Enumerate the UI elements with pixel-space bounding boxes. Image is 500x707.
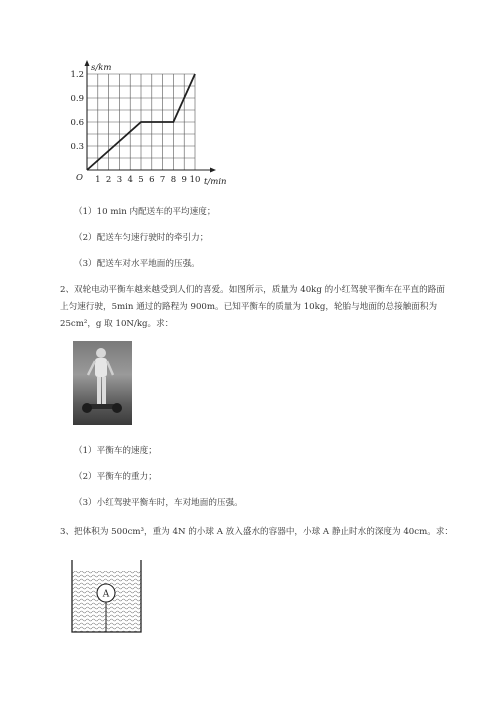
q1-item-3: （3）配送车对水平地面的压强。: [74, 259, 200, 269]
q2-item-3: （3）小红驾驶平衡车时，车对地面的压强。: [74, 498, 243, 508]
x-tick-label: 5: [138, 175, 144, 185]
distance-time-graph: [70, 52, 230, 187]
q2-text-line-2: 上匀速行驶，5min 通过的路程为 900m。已知平衡车的质量为 10kg，轮胎与地面的总接触面积为: [60, 302, 438, 312]
x-tick-label: 3: [116, 175, 123, 185]
x-axis-label: t/min: [204, 177, 227, 187]
x-tick-label: 2: [105, 175, 112, 185]
q1-item-2: （2）配送车匀速行驶时的牵引力；: [74, 233, 209, 243]
y-tick-label: 0.3: [70, 142, 84, 152]
x-tick-label: 1: [95, 175, 101, 185]
water-container-figure: [68, 558, 148, 638]
y-tick-labels: [70, 70, 84, 152]
q3-text-line-1: 3、把体积为 500cm³，重为 4N 的小球 A 放入盛水的容器中，小球 A 静止时水的深度为 40cm。求：: [60, 527, 454, 537]
origin-label: O: [76, 173, 83, 183]
balance-car-photo: [73, 341, 132, 425]
ball-label: A: [102, 589, 110, 600]
x-tick-label: 7: [159, 175, 166, 185]
q2-item-2: （2）平衡车的重力；: [74, 472, 157, 482]
q1-item-1: （1）10 min 内配送车的平均速度；: [74, 207, 216, 217]
x-tick-labels: [95, 175, 200, 185]
y-tick-label: 1.2: [70, 70, 84, 80]
y-tick-label: 0.6: [70, 118, 84, 128]
q2-text-line-3: 25cm²，g 取 10N/kg。求：: [60, 319, 174, 329]
y-tick-label: 0.9: [70, 94, 84, 104]
q2-item-1: （1）平衡车的速度；: [74, 446, 157, 456]
x-tick-label: 6: [149, 175, 155, 185]
x-tick-label: 9: [181, 175, 187, 185]
y-axis-label: s/km: [91, 63, 112, 73]
x-tick-label: 4: [127, 175, 133, 185]
q2-text-line-1: 2、双轮电动平衡车越来越受到人们的喜爱。如图所示，质量为 40kg 的小红驾驶平衡车在平直的路面: [60, 285, 445, 295]
x-tick-label: 10: [189, 175, 201, 185]
x-tick-label: 8: [170, 175, 177, 185]
